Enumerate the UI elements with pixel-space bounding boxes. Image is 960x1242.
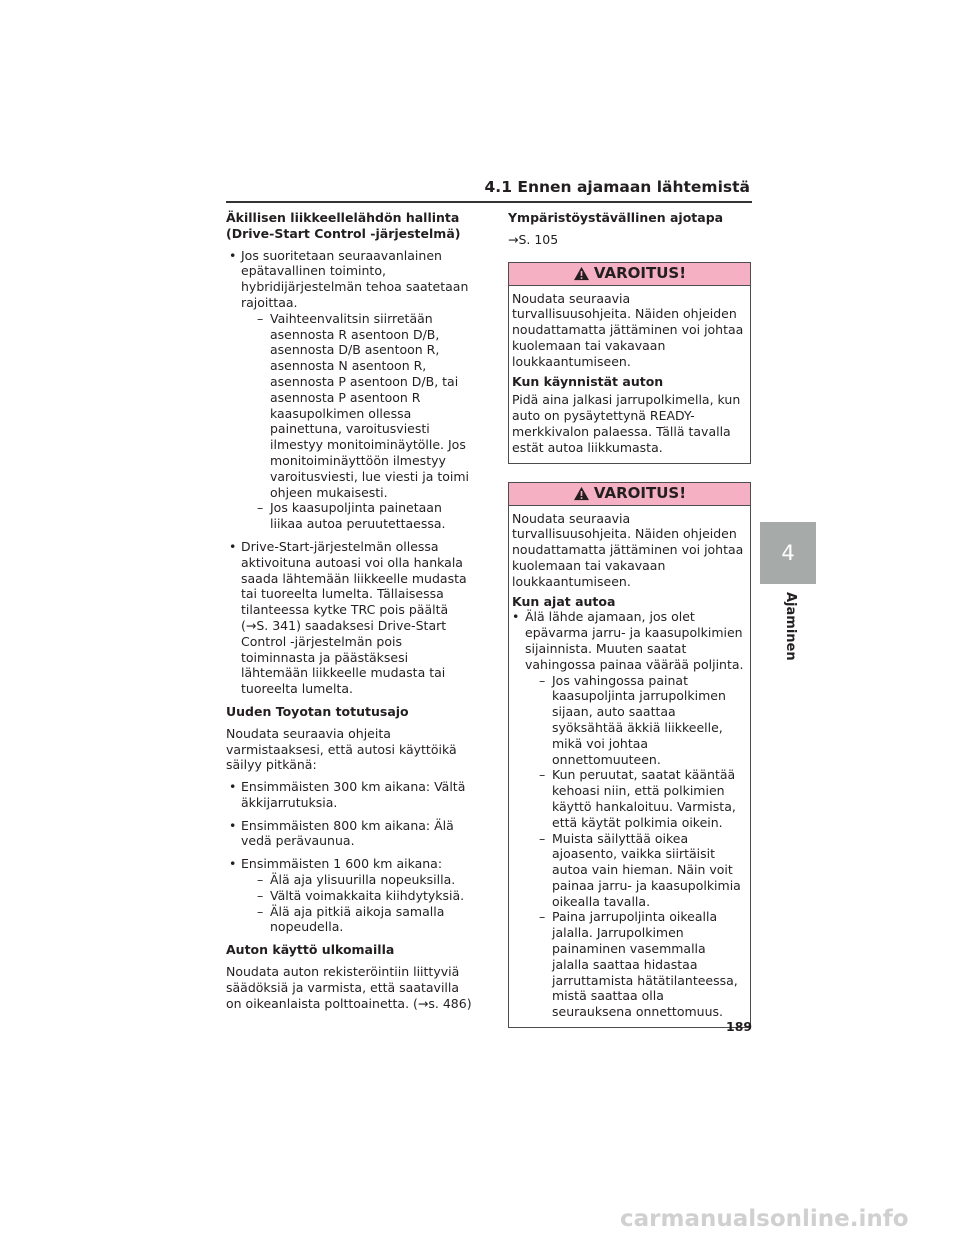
warning-header — [509, 483, 750, 506]
section-heading: Äkillisen liikkeellelähdön hallinta (Drive-Start Control -järjestelmä) — [226, 210, 461, 241]
paragraph: Pidä aina jalkasi jarrupolkimella, kun auto on pysäytettynä READY-merkkivalon palaessa. Tällä tavalla estät autoa liikkumasta. — [512, 392, 741, 455]
sub-item: – Jos kaasupoljinta painetaan liikaa autoa peruutettaessa. — [241, 500, 476, 532]
section-heading: Ympäristöystävällinen ajotapa — [508, 210, 724, 225]
page-header-title: 4.1 Ennen ajamaan lähtemistä — [484, 178, 750, 196]
bullet-item: • Ensimmäisten 300 km aikana: Vältä äkkijarrutuksia. — [226, 779, 476, 811]
sub-item: – Vaihteenvalitsin siirretään asennosta R asentoon D/B, asennosta D/B asentoon R, asennosta N asentoon R, asennosta P asentoon D/B, tai asennosta P asentoon R kaasupolkimen ollessa painettuna, varoitusviesti ilmestyy monitoiminäytölle. Jos monitoiminäyttöön ilmestyy varoitusviesti, lue viesti ja toimi ohjeen mukaisesti. — [241, 311, 476, 501]
chapter-number: 4 — [781, 541, 795, 565]
page-number: 189 — [726, 1019, 753, 1034]
bullet-item: • Ensimmäisten 800 km aikana: Älä vedä perävaunua. — [226, 818, 476, 850]
paragraph: Noudata seuraavia turvallisuusohjeita. Näiden ohjeiden noudattamatta jättäminen voi johtaa kuolemaan tai vakavaan loukkaantumiseen. — [512, 290, 744, 369]
sub-list — [241, 872, 476, 935]
section-break-in — [226, 704, 476, 935]
watermark: carmanualsonline.info — [620, 1206, 909, 1232]
paragraph: Noudata seuraavia ohjeita varmistaaksesi, että autosi käyttöikä säilyy pitkänä: — [226, 725, 457, 773]
warning-subheading: Kun käynnistät auton — [512, 373, 664, 389]
bullet-item — [226, 856, 476, 935]
chapter-label: Ajaminen — [783, 592, 798, 661]
right-column — [508, 210, 751, 1046]
paragraph: Noudata auton rekisteröintiin liittyviä säädöksiä ja varmista, että saatavilla on oikeanlaista polttoainetta. (→s. 486) — [226, 964, 472, 1011]
warning-body — [509, 286, 750, 463]
sub-item: – Muista säilyttää oikea ajoasento, vaikka siirtäisit autoa vain hieman. Näin voit painaa jarru- ja kaasupolkimia oikealla tavalla. — [525, 831, 746, 910]
section-drive-start — [226, 210, 476, 697]
sub-item: – Älä aja ylisuurilla nopeuksilla. — [241, 872, 476, 888]
sub-item: – Jos vahingossa painat kaasupoljinta jarrupolkimen sijaan, auto saattaa syöksähtää äkkiä liikkeelle, mikä voi johtaa onnettomuuteen. — [525, 673, 746, 768]
sub-list — [525, 673, 746, 1021]
warning-box — [508, 262, 751, 464]
bullet-item: • Drive-Start-järjestelmän ollessa aktivoituna autoasi voi olla hankala saada lähtemään liikkeelle mudasta tai tuoreelta lumelta. Tällaisessa tilanteessa kytke TRC pois päältä (→S. 341) saadaksesi Drive-Start Control -järjestelmän pois toiminnasta ja päästäksesi lähtemään liikkeelle mudasta tai tuoreelta lumelta. — [226, 539, 476, 697]
warning-triangle-icon — [573, 266, 590, 281]
section-heading: Uuden Toyotan totutusajo — [226, 703, 409, 719]
sub-item: – Paina jarrupoljinta oikealla jalalla. Jarrupolkimen painaminen vasemmalla jalalla saattaa hidastaa jarruttamista hätätilanteessa, mistä saattaa olla seurauksena onnettomuus. — [525, 909, 746, 1020]
page-reference: →S. 105 — [508, 231, 559, 247]
bullet-text: Jos suoritetaan seuraavanlainen epätavallinen toiminto, hybridijärjestelmän tehoa saatetaan rajoittaa. — [241, 247, 469, 310]
warning-box — [508, 482, 751, 1029]
chapter-tab — [760, 522, 816, 584]
bullet-item — [226, 248, 476, 532]
warning-subheading: Kun ajat autoa — [512, 593, 616, 609]
header-rule — [226, 201, 752, 203]
sub-item: – Vältä voimakkaita kiihdytyksiä. — [241, 888, 476, 904]
warning-title: VAROITUS! — [593, 263, 687, 282]
paragraph: Noudata seuraavia turvallisuusohjeita. Näiden ohjeiden noudattamatta jättäminen voi johtaa kuolemaan tai vakavaan loukkaantumiseen. — [512, 510, 744, 589]
bullet-item — [512, 609, 746, 1020]
bullet-text: Älä lähde ajamaan, jos olet epävarma jarru- ja kaasupolkimien sijainnista. Muuten saatat vahingossa painaa väärää poljinta. — [525, 609, 744, 672]
warning-triangle-icon — [573, 486, 590, 501]
sub-item: – Älä aja pitkiä aikoja samalla nopeudella. — [241, 904, 476, 936]
warning-header — [509, 263, 750, 286]
sub-list — [241, 311, 476, 532]
bullet-text: Ensimmäisten 1 600 km aikana: — [241, 856, 443, 872]
warning-title: VAROITUS! — [593, 483, 687, 502]
left-column — [226, 210, 476, 1017]
warning-body — [509, 506, 750, 1028]
section-abroad — [226, 942, 476, 1011]
section-heading: Auton käyttö ulkomailla — [226, 942, 395, 958]
sub-item: – Kun peruutat, saatat kääntää kehoasi niin, että polkimien käyttö hankaloituu. Varmista, että käytät polkimia oikein. — [525, 767, 746, 830]
